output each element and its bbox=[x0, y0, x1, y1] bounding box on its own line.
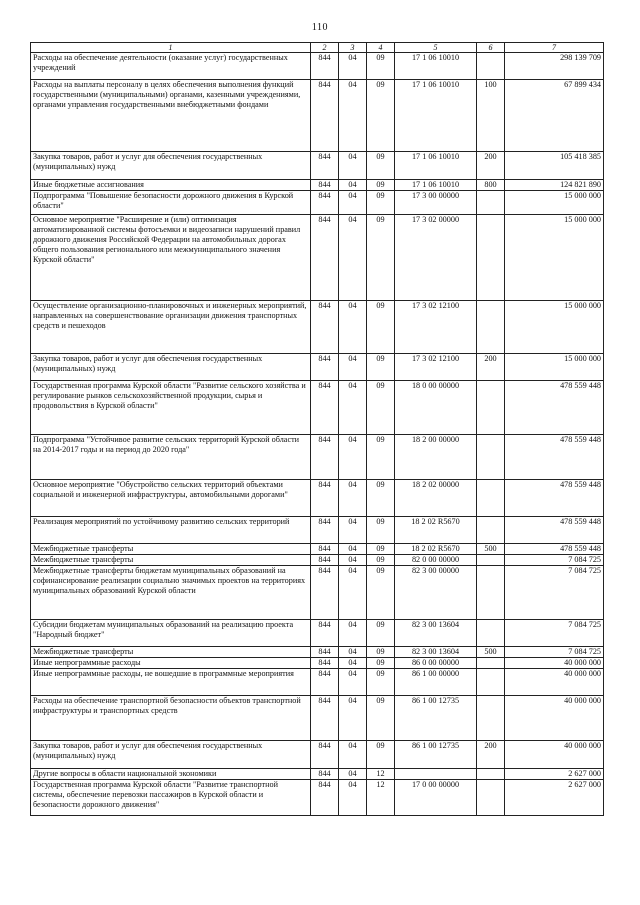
expense-type-code bbox=[477, 480, 505, 517]
target-article-code: 18 2 02 00000 bbox=[395, 480, 477, 517]
expense-type-code bbox=[477, 215, 505, 301]
table-row bbox=[31, 381, 604, 435]
subsection-code: 09 bbox=[367, 435, 395, 480]
row-name: Субсидии бюджетам муниципальных образований на реализацию проекта "Народный бюджет" bbox=[31, 620, 311, 647]
section-code: 04 bbox=[339, 620, 367, 647]
table-row bbox=[31, 555, 604, 566]
expense-type-code bbox=[477, 658, 505, 669]
subsection-code: 09 bbox=[367, 669, 395, 696]
target-article-code: 86 1 00 00000 bbox=[395, 669, 477, 696]
amount: 478 559 448 bbox=[505, 381, 604, 435]
amount: 7 084 725 bbox=[505, 555, 604, 566]
table-row bbox=[31, 191, 604, 215]
ministry-code: 844 bbox=[311, 566, 339, 620]
ministry-code: 844 bbox=[311, 381, 339, 435]
table-row bbox=[31, 53, 604, 80]
row-name: Основное мероприятие "Расширение и (или) оптимизация автоматизированной системы фотосъемки и видеозаписи нарушений правил дорожного движения Российской Федерации на автомобильных дорогах общего пользования регионального или межмуниципального значения Курской области" bbox=[31, 215, 311, 301]
table-row bbox=[31, 544, 604, 555]
table-row bbox=[31, 741, 604, 769]
expense-type-code bbox=[477, 669, 505, 696]
subsection-code: 09 bbox=[367, 301, 395, 354]
table-row bbox=[31, 301, 604, 354]
expense-type-code bbox=[477, 696, 505, 741]
amount: 478 559 448 bbox=[505, 517, 604, 544]
target-article-code: 86 1 00 12735 bbox=[395, 696, 477, 741]
table-row bbox=[31, 647, 604, 658]
amount: 40 000 000 bbox=[505, 741, 604, 769]
ministry-code: 844 bbox=[311, 435, 339, 480]
section-code: 04 bbox=[339, 480, 367, 517]
section-code: 04 bbox=[339, 769, 367, 780]
amount: 124 821 890 bbox=[505, 180, 604, 191]
table-row bbox=[31, 480, 604, 517]
expense-type-code bbox=[477, 517, 505, 544]
expense-type-code: 200 bbox=[477, 741, 505, 769]
table-row bbox=[31, 620, 604, 647]
row-name: Государственная программа Курской области "Развитие транспортной системы, обеспечение перевозки пассажиров в Курской области и безопасности дорожного движения" bbox=[31, 780, 311, 816]
subsection-code: 09 bbox=[367, 741, 395, 769]
target-article-code: 17 3 00 00000 bbox=[395, 191, 477, 215]
target-article-code: 18 2 02 R5670 bbox=[395, 544, 477, 555]
section-code: 04 bbox=[339, 669, 367, 696]
target-article-code: 18 0 00 00000 bbox=[395, 381, 477, 435]
ministry-code: 844 bbox=[311, 780, 339, 816]
subsection-code: 09 bbox=[367, 53, 395, 80]
row-name: Межбюджетные трансферты bbox=[31, 647, 311, 658]
target-article-code: 86 0 00 00000 bbox=[395, 658, 477, 669]
expense-type-code bbox=[477, 780, 505, 816]
subsection-code: 12 bbox=[367, 769, 395, 780]
ministry-code: 844 bbox=[311, 769, 339, 780]
row-name: Иные непрограммные расходы, не вошедшие в программные мероприятия bbox=[31, 669, 311, 696]
row-name: Другие вопросы в области национальной экономики bbox=[31, 769, 311, 780]
table-row bbox=[31, 517, 604, 544]
table-row bbox=[31, 215, 604, 301]
target-article-code: 82 3 00 13604 bbox=[395, 647, 477, 658]
expense-type-code bbox=[477, 191, 505, 215]
section-code: 04 bbox=[339, 658, 367, 669]
subsection-code: 09 bbox=[367, 647, 395, 658]
row-name: Закупка товаров, работ и услуг для обеспечения государственных (муниципальных) нужд bbox=[31, 354, 311, 381]
row-name: Подпрограмма "Повышение безопасности дорожного движения в Курской области" bbox=[31, 191, 311, 215]
section-code: 04 bbox=[339, 741, 367, 769]
target-article-code: 17 1 06 10010 bbox=[395, 53, 477, 80]
row-name: Закупка товаров, работ и услуг для обеспечения государственных (муниципальных) нужд bbox=[31, 741, 311, 769]
target-article-code: 17 1 06 10010 bbox=[395, 152, 477, 180]
ministry-code: 844 bbox=[311, 696, 339, 741]
section-code: 04 bbox=[339, 696, 367, 741]
row-name: Осуществление организационно-планировочных и инженерных мероприятий, направленных на совершенствование организации движения транспортных средств и пешеходов bbox=[31, 301, 311, 354]
ministry-code: 844 bbox=[311, 544, 339, 555]
ministry-code: 844 bbox=[311, 620, 339, 647]
expense-type-code: 100 bbox=[477, 80, 505, 152]
expense-type-code: 500 bbox=[477, 544, 505, 555]
ministry-code: 844 bbox=[311, 669, 339, 696]
ministry-code: 844 bbox=[311, 658, 339, 669]
subsection-code: 12 bbox=[367, 780, 395, 816]
target-article-code: 82 3 00 13604 bbox=[395, 620, 477, 647]
expense-type-code bbox=[477, 301, 505, 354]
subsection-code: 09 bbox=[367, 480, 395, 517]
subsection-code: 09 bbox=[367, 80, 395, 152]
amount: 7 084 725 bbox=[505, 647, 604, 658]
section-code: 04 bbox=[339, 435, 367, 480]
amount: 40 000 000 bbox=[505, 669, 604, 696]
amount: 478 559 448 bbox=[505, 480, 604, 517]
section-code: 04 bbox=[339, 566, 367, 620]
ministry-code: 844 bbox=[311, 80, 339, 152]
subsection-code: 09 bbox=[367, 354, 395, 381]
amount: 15 000 000 bbox=[505, 215, 604, 301]
column-number: 6 bbox=[477, 43, 505, 53]
row-name: Государственная программа Курской области "Развитие сельского хозяйства и регулирование рынков сельскохозяйственной продукции, сырья и продовольствия в Курской области" bbox=[31, 381, 311, 435]
subsection-code: 09 bbox=[367, 696, 395, 741]
amount: 67 899 434 bbox=[505, 80, 604, 152]
section-code: 04 bbox=[339, 215, 367, 301]
expense-type-code bbox=[477, 555, 505, 566]
expense-type-code: 500 bbox=[477, 647, 505, 658]
table-row bbox=[31, 152, 604, 180]
subsection-code: 09 bbox=[367, 381, 395, 435]
amount: 15 000 000 bbox=[505, 301, 604, 354]
amount: 15 000 000 bbox=[505, 191, 604, 215]
subsection-code: 09 bbox=[367, 215, 395, 301]
target-article-code: 17 1 06 10010 bbox=[395, 80, 477, 152]
ministry-code: 844 bbox=[311, 741, 339, 769]
row-name: Закупка товаров, работ и услуг для обеспечения государственных (муниципальных) нужд bbox=[31, 152, 311, 180]
target-article-code: 17 3 02 12100 bbox=[395, 354, 477, 381]
table-row bbox=[31, 435, 604, 480]
section-code: 04 bbox=[339, 780, 367, 816]
column-number: 7 bbox=[505, 43, 604, 53]
ministry-code: 844 bbox=[311, 301, 339, 354]
expense-type-code: 200 bbox=[477, 354, 505, 381]
amount: 7 084 725 bbox=[505, 566, 604, 620]
expense-type-code bbox=[477, 381, 505, 435]
column-number-row bbox=[31, 43, 604, 53]
row-name: Расходы на выплаты персоналу в целях обеспечения выполнения функций государственными (муниципальными) органами, казенными учреждениями, органами управления государственными внебюджетными фондами bbox=[31, 80, 311, 152]
section-code: 04 bbox=[339, 180, 367, 191]
target-article-code: 18 2 02 R5670 bbox=[395, 517, 477, 544]
section-code: 04 bbox=[339, 80, 367, 152]
expense-type-code: 200 bbox=[477, 152, 505, 180]
amount: 105 418 385 bbox=[505, 152, 604, 180]
ministry-code: 844 bbox=[311, 480, 339, 517]
table-row bbox=[31, 669, 604, 696]
subsection-code: 09 bbox=[367, 517, 395, 544]
column-number: 5 bbox=[395, 43, 477, 53]
ministry-code: 844 bbox=[311, 555, 339, 566]
table-row bbox=[31, 80, 604, 152]
row-name: Реализация мероприятий по устойчивому развитию сельских территорий bbox=[31, 517, 311, 544]
section-code: 04 bbox=[339, 544, 367, 555]
row-name: Подпрограмма "Устойчивое развитие сельских территорий Курской области на 2014-2017 годы и на период до 2020 года" bbox=[31, 435, 311, 480]
row-name: Расходы на обеспечение деятельности (оказание услуг) государственных учреждений bbox=[31, 53, 311, 80]
amount: 478 559 448 bbox=[505, 544, 604, 555]
row-name: Межбюджетные трансферты bbox=[31, 555, 311, 566]
ministry-code: 844 bbox=[311, 647, 339, 658]
subsection-code: 09 bbox=[367, 620, 395, 647]
target-article-code: 18 2 00 00000 bbox=[395, 435, 477, 480]
table-row bbox=[31, 658, 604, 669]
section-code: 04 bbox=[339, 381, 367, 435]
target-article-code: 17 0 00 00000 bbox=[395, 780, 477, 816]
subsection-code: 09 bbox=[367, 180, 395, 191]
subsection-code: 09 bbox=[367, 544, 395, 555]
subsection-code: 09 bbox=[367, 191, 395, 215]
amount: 7 084 725 bbox=[505, 620, 604, 647]
target-article-code: 17 3 02 12100 bbox=[395, 301, 477, 354]
table-row bbox=[31, 354, 604, 381]
section-code: 04 bbox=[339, 53, 367, 80]
expense-type-code bbox=[477, 566, 505, 620]
expense-type-code bbox=[477, 53, 505, 80]
subsection-code: 09 bbox=[367, 566, 395, 620]
page-number: 110 bbox=[311, 22, 329, 33]
row-name: Межбюджетные трансферты бюджетам муниципальных образований на софинансирование реализации социально значимых проектов на территориях муниципальных образований Курской области bbox=[31, 566, 311, 620]
target-article-code: 86 1 00 12735 bbox=[395, 741, 477, 769]
ministry-code: 844 bbox=[311, 191, 339, 215]
budget-table bbox=[30, 42, 604, 816]
table-row bbox=[31, 180, 604, 191]
amount: 40 000 000 bbox=[505, 696, 604, 741]
target-article-code: 17 3 02 00000 bbox=[395, 215, 477, 301]
ministry-code: 844 bbox=[311, 180, 339, 191]
row-name: Расходы на обеспечение транспортной безопасности объектов транспортной инфраструктуры и транспортных средств bbox=[31, 696, 311, 741]
section-code: 04 bbox=[339, 354, 367, 381]
ministry-code: 844 bbox=[311, 152, 339, 180]
column-number: 4 bbox=[367, 43, 395, 53]
target-article-code: 82 3 00 00000 bbox=[395, 566, 477, 620]
section-code: 04 bbox=[339, 191, 367, 215]
section-code: 04 bbox=[339, 647, 367, 658]
section-code: 04 bbox=[339, 517, 367, 544]
ministry-code: 844 bbox=[311, 53, 339, 80]
amount: 40 000 000 bbox=[505, 658, 604, 669]
column-number: 3 bbox=[339, 43, 367, 53]
section-code: 04 bbox=[339, 555, 367, 566]
subsection-code: 09 bbox=[367, 658, 395, 669]
section-code: 04 bbox=[339, 152, 367, 180]
row-name: Иные непрограммные расходы bbox=[31, 658, 311, 669]
amount: 298 139 709 bbox=[505, 53, 604, 80]
target-article-code: 17 1 06 10010 bbox=[395, 180, 477, 191]
target-article-code bbox=[395, 769, 477, 780]
column-number: 2 bbox=[311, 43, 339, 53]
ministry-code: 844 bbox=[311, 517, 339, 544]
table-row bbox=[31, 769, 604, 780]
table-row bbox=[31, 696, 604, 741]
expense-type-code bbox=[477, 769, 505, 780]
amount: 15 000 000 bbox=[505, 354, 604, 381]
row-name: Иные бюджетные ассигнования bbox=[31, 180, 311, 191]
section-code: 04 bbox=[339, 301, 367, 354]
target-article-code: 82 0 00 00000 bbox=[395, 555, 477, 566]
ministry-code: 844 bbox=[311, 354, 339, 381]
column-number: 1 bbox=[31, 43, 311, 53]
amount: 2 627 000 bbox=[505, 769, 604, 780]
row-name: Основное мероприятие "Обустройство сельских территорий объектами социальной и инженерной инфраструктуры, автомобильными дорогами" bbox=[31, 480, 311, 517]
expense-type-code bbox=[477, 435, 505, 480]
expense-type-code bbox=[477, 620, 505, 647]
expense-type-code: 800 bbox=[477, 180, 505, 191]
subsection-code: 09 bbox=[367, 555, 395, 566]
subsection-code: 09 bbox=[367, 152, 395, 180]
table-row bbox=[31, 566, 604, 620]
amount: 478 559 448 bbox=[505, 435, 604, 480]
table-row bbox=[31, 780, 604, 816]
amount: 2 627 000 bbox=[505, 780, 604, 816]
ministry-code: 844 bbox=[311, 215, 339, 301]
row-name: Межбюджетные трансферты bbox=[31, 544, 311, 555]
